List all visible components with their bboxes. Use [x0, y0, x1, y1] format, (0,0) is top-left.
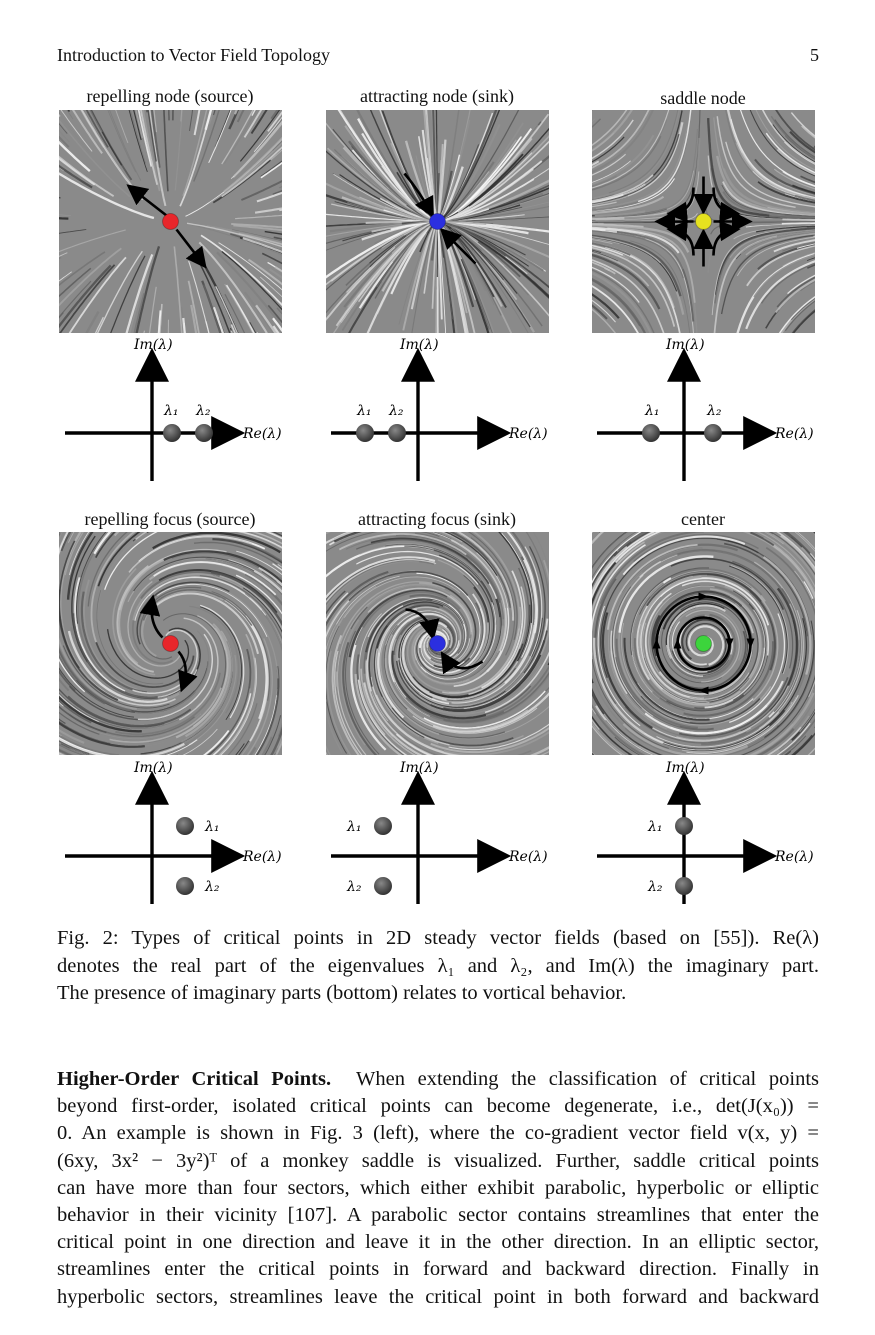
- paragraph-line-1: [57, 1066, 819, 1093]
- paragraph-line-1-text: When extending the classification of critical points: [356, 1068, 820, 1090]
- lambda1-label: λ₁: [205, 819, 220, 835]
- critical-point-marker: [430, 636, 446, 652]
- eigenvalue-point: [374, 877, 392, 895]
- im-label: Im(λ): [400, 337, 439, 353]
- eigen-plot-repelling-focus: [57, 759, 297, 899]
- lambda2-label: λ₂: [347, 879, 362, 895]
- field-image-attracting-focus: [326, 532, 549, 755]
- eigen-plot-attracting-node: [323, 336, 563, 476]
- lambda1-label: λ₁: [648, 819, 663, 835]
- eigen-plot-center: [589, 759, 829, 899]
- lambda2-label: λ₂: [389, 403, 404, 419]
- re-label: Re(λ): [775, 849, 814, 865]
- panel-title-attracting-focus: attracting focus (sink): [358, 509, 516, 529]
- eigenvalue-point: [356, 424, 374, 442]
- panel-title-repelling-focus: repelling focus (source): [84, 509, 256, 529]
- im-label: Im(λ): [134, 760, 173, 776]
- im-label: Im(λ): [666, 760, 705, 776]
- panel-title-center: center: [681, 509, 725, 529]
- eigenvalue-point: [176, 877, 194, 895]
- paragraph-line-8: streamlines enter the critical points in forward and backward direction. Finally in: [57, 1258, 819, 1281]
- eigenvalue-point: [642, 424, 660, 442]
- eigenvalue-point: [163, 424, 181, 442]
- body-paragraph: [57, 1066, 819, 1311]
- im-label: Im(λ): [400, 760, 439, 776]
- im-label: Im(λ): [666, 337, 705, 353]
- re-label: Re(λ): [509, 426, 548, 442]
- lambda1-label: λ₁: [347, 819, 362, 835]
- critical-point-marker: [696, 214, 712, 230]
- critical-point-marker: [163, 214, 179, 230]
- running-head: [57, 43, 819, 67]
- eigenvalue-point: [388, 424, 406, 442]
- field-image-repelling-focus: [59, 532, 282, 755]
- panel-title-attracting-node: attracting node (sink): [360, 86, 514, 106]
- eigen-axes: [65, 358, 235, 481]
- field-image-saddle-node: [592, 110, 815, 333]
- eigenvalue-point: [374, 817, 392, 835]
- paragraph-line-5: can have more than four sectors, which either exhibit parabolic, hyperbolic or elliptic: [57, 1176, 819, 1199]
- eigen-axes: [331, 358, 501, 481]
- paragraph-line-3: 0. An example is shown in Fig. 3 (left), where the co-gradient vector field v(x, y) =: [57, 1122, 819, 1145]
- eigenvalue-point: [704, 424, 722, 442]
- eigenvalue-point: [195, 424, 213, 442]
- eigen-plot-saddle-node: [589, 336, 829, 476]
- lambda1-label: λ₁: [357, 403, 372, 419]
- lambda2-label: λ₂: [707, 403, 722, 419]
- eigen-plot-attracting-focus: [323, 759, 563, 899]
- im-label: Im(λ): [134, 337, 173, 353]
- re-label: Re(λ): [775, 426, 814, 442]
- caption-line-2: denotes the real part of the eigenvalues λ₁ and λ₂, and Im(λ) the imaginary part.: [57, 954, 819, 977]
- paragraph-line-2: beyond first-order, isolated critical points can become degenerate, i.e., det(J(x₀)) =: [57, 1095, 819, 1118]
- field-image-center: [592, 532, 815, 755]
- eigen-axes: [597, 358, 767, 481]
- paragraph-line-7: critical point in one direction and leave it in the other direction. In an elliptic sector,: [57, 1231, 819, 1254]
- eigenvalue-point: [176, 817, 194, 835]
- caption-line-1: Fig. 2: Types of critical points in 2D steady vector fields (based on [55]). Re(λ): [57, 927, 819, 949]
- paragraph-line-6: behavior in their vicinity [107]. A parabolic sector contains streamlines that enter the: [57, 1204, 819, 1227]
- eigenvalue-point: [675, 817, 693, 835]
- caption-line-3: The presence of imaginary parts (bottom) relates to vortical behavior.: [57, 982, 627, 1004]
- critical-point-marker: [696, 636, 712, 652]
- field-image-repelling-node: [59, 110, 282, 333]
- lambda2-label: λ₂: [205, 879, 220, 895]
- lambda1-label: λ₁: [645, 403, 660, 419]
- lambda1-label: λ₁: [164, 403, 179, 419]
- re-label: Re(λ): [243, 426, 282, 442]
- critical-point-marker: [430, 214, 446, 230]
- figure-caption: [57, 925, 819, 1008]
- eigenvalue-point: [675, 877, 693, 895]
- paragraph-line-9: hyperbolic sectors, streamlines leave the critical point in both forward and backward: [57, 1285, 819, 1308]
- lambda2-label: λ₂: [648, 879, 663, 895]
- critical-point-marker: [163, 636, 179, 652]
- eigen-plot-repelling-node: [57, 336, 297, 476]
- panel-title-repelling-node: repelling node (source): [86, 86, 254, 106]
- panel-title-saddle-node: saddle node: [660, 88, 746, 108]
- running-head-title: Introduction to Vector Field Topology: [57, 44, 331, 65]
- lambda2-label: λ₂: [196, 403, 211, 419]
- paragraph-line-4: (6xy, 3x² − 3y²)ᵀ of a monkey saddle is visualized. Further, saddle critical points: [57, 1149, 819, 1172]
- paragraph-heading: Higher-Order Critical Points.: [57, 1068, 332, 1090]
- re-label: Re(λ): [243, 849, 282, 865]
- re-label: Re(λ): [509, 849, 548, 865]
- page-number: 5: [810, 44, 819, 65]
- field-image-attracting-node: [326, 110, 549, 333]
